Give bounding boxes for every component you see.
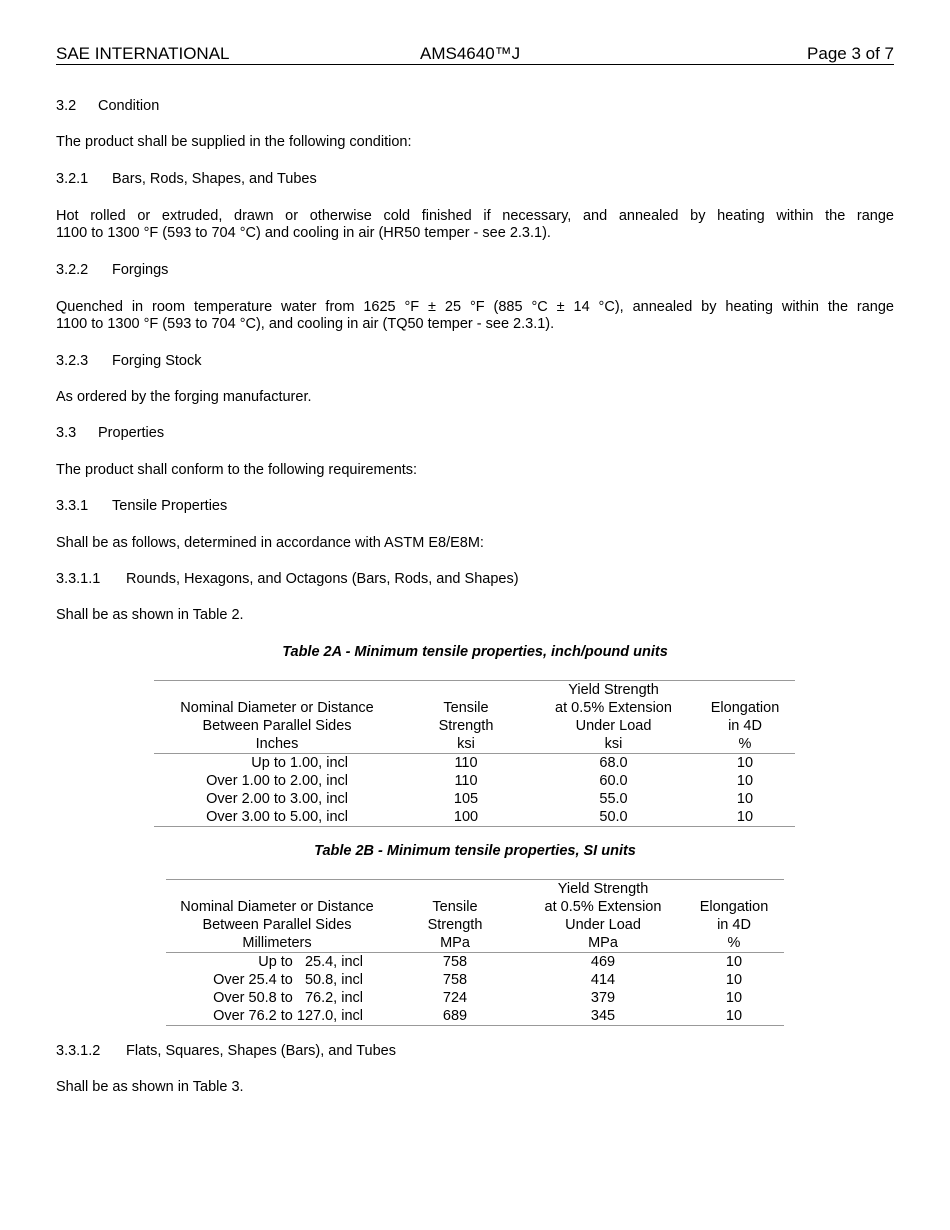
yield-cell: 55.0 xyxy=(599,791,628,807)
column-header: Tensile xyxy=(443,700,489,716)
column-header: Strength xyxy=(427,917,483,933)
page-header xyxy=(56,44,894,65)
section-heading-3-3 xyxy=(56,425,164,441)
paragraph-line: Quenched in room temperature water from 1625 °F ± 25 °F (885 °C ± 14 °C), annealed by heating within the range xyxy=(56,299,894,315)
paragraph: Shall be as shown in Table 3. xyxy=(56,1079,244,1095)
column-header xyxy=(154,681,400,700)
section-heading-3-2-2 xyxy=(56,262,168,278)
column-header: Under Load xyxy=(575,718,652,734)
section-heading-3-3-1 xyxy=(56,498,227,514)
section-number: 3.3.1.2 xyxy=(56,1043,101,1059)
table-row xyxy=(154,772,795,790)
tensile-cell: 110 xyxy=(454,755,478,771)
section-number: 3.3.1 xyxy=(56,498,89,514)
column-header: at 0.5% Extension xyxy=(544,899,662,915)
section-number: 3.2.2 xyxy=(56,262,89,278)
column-header: Between Parallel Sides xyxy=(202,917,352,933)
table-row xyxy=(154,808,795,827)
column-header: ksi xyxy=(532,735,695,754)
column-header xyxy=(400,681,532,700)
elongation-cell: 10 xyxy=(684,1007,784,1026)
section-title: Tensile Properties xyxy=(112,498,228,514)
section-heading-3-3-1-2 xyxy=(56,1043,396,1059)
column-header xyxy=(388,880,522,899)
elongation-cell: 10 xyxy=(736,791,754,807)
column-header: Yield Strength xyxy=(522,880,684,899)
column-header: at 0.5% Extension xyxy=(555,700,672,716)
tensile-cell: 758 xyxy=(442,972,468,988)
paragraph: The product shall conform to the following requirements: xyxy=(56,462,418,478)
section-heading-3-2-3 xyxy=(56,353,201,369)
tensile-cell: 105 xyxy=(453,791,479,807)
section-heading-3-2-1 xyxy=(56,171,317,187)
table-2b xyxy=(166,879,784,1026)
range-cell: Up to 25.4, incl xyxy=(258,954,363,970)
column-header: Elongation xyxy=(699,899,769,915)
column-header xyxy=(684,880,784,899)
yield-cell: 50.0 xyxy=(532,808,695,827)
paragraph-line: 1100 to 1300 °F (593 to 704 °C) and cooling in air (HR50 temper - see 2.3.1). xyxy=(56,225,551,241)
header-page-number: Page 3 of 7 xyxy=(807,44,894,63)
section-title: Properties xyxy=(98,425,165,441)
section-title: Flats, Squares, Shapes (Bars), and Tubes xyxy=(126,1043,396,1059)
table-row xyxy=(154,754,795,773)
column-header: Inches xyxy=(154,735,400,754)
section-number: 3.3 xyxy=(56,425,77,441)
range-cell: Over 1.00 to 2.00, incl xyxy=(206,773,348,789)
section-number: 3.2.3 xyxy=(56,353,89,369)
table-row xyxy=(166,971,784,989)
section-title: Rounds, Hexagons, and Octagons (Bars, Rods, and Shapes) xyxy=(126,571,519,587)
tensile-cell: 110 xyxy=(454,773,478,789)
column-header: ksi xyxy=(400,735,532,754)
section-heading-3-2 xyxy=(56,98,159,114)
column-header: Nominal Diameter or Distance xyxy=(180,899,374,915)
column-header: Nominal Diameter or Distance xyxy=(180,700,374,716)
tensile-cell: 758 xyxy=(442,954,468,970)
table-2a xyxy=(154,680,795,827)
column-header: Yield Strength xyxy=(532,681,695,700)
range-cell: Over 2.00 to 3.00, incl xyxy=(206,791,348,807)
table-row xyxy=(166,953,784,972)
table-row xyxy=(166,1007,784,1026)
range-cell: Over 50.8 to 76.2, incl xyxy=(213,990,363,1006)
yield-cell: 345 xyxy=(522,1007,684,1026)
table-row xyxy=(166,989,784,1007)
section-number: 3.3.1.1 xyxy=(56,571,101,587)
table-row xyxy=(154,790,795,808)
column-header: Millimeters xyxy=(166,934,388,953)
yield-cell: 414 xyxy=(590,972,616,988)
section-title: Forging Stock xyxy=(112,353,202,369)
tensile-cell: 689 xyxy=(388,1007,522,1026)
column-header: % xyxy=(684,934,784,953)
yield-cell: 68.0 xyxy=(599,755,628,771)
tensile-cell: 100 xyxy=(400,808,532,827)
column-header xyxy=(166,880,388,899)
section-title: Forgings xyxy=(112,262,169,278)
paragraph: The product shall be supplied in the following condition: xyxy=(56,134,412,150)
elongation-cell: 10 xyxy=(736,773,754,789)
elongation-cell: 10 xyxy=(695,808,795,827)
table-2b-caption: Table 2B - Minimum tensile properties, SI units xyxy=(314,843,636,859)
column-header: % xyxy=(695,735,795,754)
range-cell: Over 76.2 to 127.0, incl xyxy=(166,1007,388,1026)
elongation-cell: 10 xyxy=(725,990,743,1006)
column-header xyxy=(695,681,795,700)
range-cell: Over 25.4 to 50.8, incl xyxy=(213,972,363,988)
yield-cell: 60.0 xyxy=(599,773,628,789)
paragraph-line: 1100 to 1300 °F (593 to 704 °C), and cooling in air (TQ50 temper - see 2.3.1). xyxy=(56,316,555,332)
section-title: Condition xyxy=(98,98,160,114)
column-header: in 4D xyxy=(728,718,762,734)
column-header: Under Load xyxy=(565,917,641,933)
paragraph: Shall be as follows, determined in accordance with ASTM E8/E8M: xyxy=(56,535,484,551)
range-cell: Over 3.00 to 5.00, incl xyxy=(154,808,400,827)
section-title: Bars, Rods, Shapes, and Tubes xyxy=(112,171,317,187)
section-number: 3.2 xyxy=(56,98,77,114)
range-cell: Up to 1.00, incl xyxy=(251,755,348,771)
elongation-cell: 10 xyxy=(725,954,743,970)
paragraph: As ordered by the forging manufacturer. xyxy=(56,389,312,405)
elongation-cell: 10 xyxy=(736,755,754,771)
column-header: in 4D xyxy=(717,917,751,933)
elongation-cell: 10 xyxy=(725,972,743,988)
paragraph: Shall be as shown in Table 2. xyxy=(56,607,244,623)
column-header: MPa xyxy=(388,934,522,953)
yield-cell: 379 xyxy=(590,990,616,1006)
yield-cell: 469 xyxy=(590,954,616,970)
column-header: Strength xyxy=(438,718,494,734)
column-header: MPa xyxy=(522,934,684,953)
section-number: 3.2.1 xyxy=(56,171,89,187)
header-organization: SAE INTERNATIONAL xyxy=(56,44,230,63)
header-document-id: AMS4640™J xyxy=(420,44,521,63)
section-heading-3-3-1-1 xyxy=(56,571,519,587)
column-header: Tensile xyxy=(432,899,478,915)
tensile-cell: 724 xyxy=(442,990,468,1006)
table-2a-caption: Table 2A - Minimum tensile properties, inch/pound units xyxy=(282,644,668,660)
column-header: Elongation xyxy=(710,700,780,716)
column-header: Between Parallel Sides xyxy=(202,718,352,734)
paragraph-line: Hot rolled or extruded, drawn or otherwise cold finished if necessary, and annealed by heating within the range xyxy=(56,208,894,224)
